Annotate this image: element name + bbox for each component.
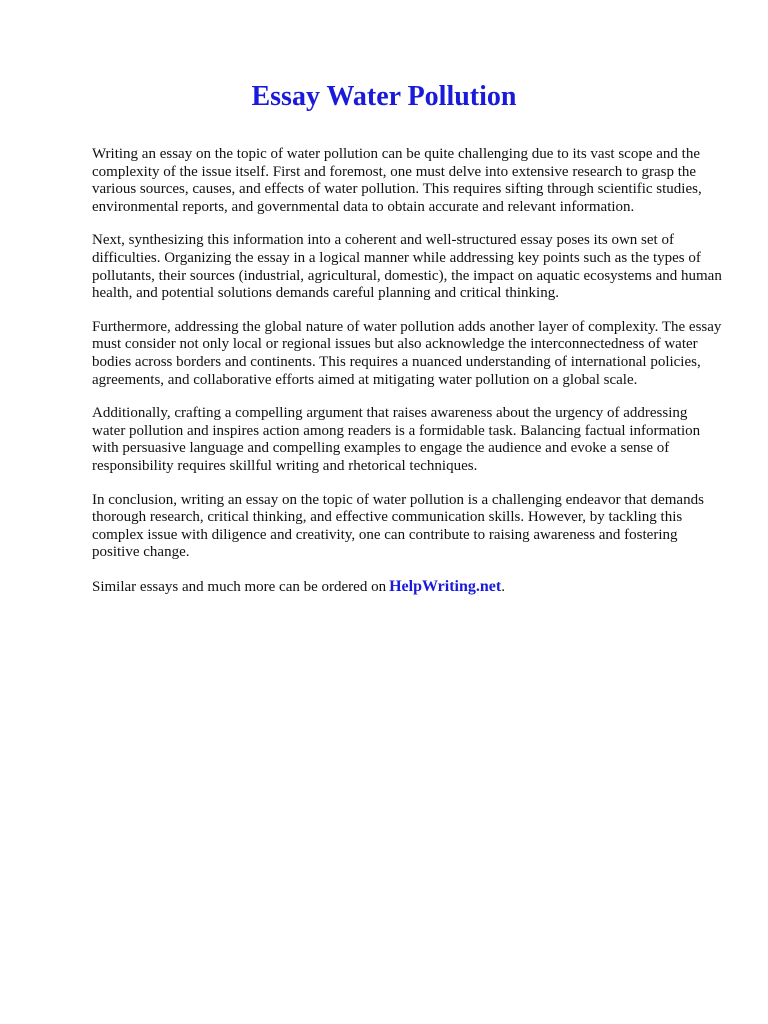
helpwriting-link[interactable]: HelpWriting.net bbox=[389, 577, 502, 595]
promo-line bbox=[92, 578, 724, 597]
document-body bbox=[92, 146, 724, 596]
promo-prefix: Similar essays and much more can be ordered on bbox=[92, 578, 387, 595]
paragraph-3: Furthermore, addressing the global nature of water pollution adds another layer of complexity. The essay must consider not only local or regional issues but also acknowledge the interconnectedness of water bodies across borders and continents. This requires a nuanced understanding of international policies, agreements, and collaborative efforts aimed at mitigating water pollution on a global scale. bbox=[92, 318, 722, 388]
paragraph-2: Next, synthesizing this information into a coherent and well-structured essay poses its own set of difficulties. Organizing the essay in a logical manner while addressing key points such as the types of pollutants, their sources (industrial, agricultural, domestic), the impact on aquatic ecosystems and human health, and potential solutions demands careful planning and critical thinking. bbox=[92, 232, 722, 302]
document-title: Essay Water Pollution bbox=[251, 81, 517, 112]
promo-suffix: . bbox=[501, 578, 505, 595]
paragraph-1: Writing an essay on the topic of water pollution can be quite challenging due to its vast scope and the complexity of the issue itself. First and foremost, one must delve into extensive research to grasp the various sources, causes, and effects of water pollution. This requires sifting through scientific studies, environmental reports, and governmental data to obtain accurate and relevant information. bbox=[92, 146, 702, 215]
paragraph-5: In conclusion, writing an essay on the topic of water pollution is a challenging endeavor that demands thorough research, critical thinking, and effective communication skills. However, by tackling this complex issue with diligence and creativity, one can contribute to raising awareness and fostering positive change. bbox=[92, 491, 704, 561]
paragraph-4: Additionally, crafting a compelling argument that raises awareness about the urgency of addressing water pollution and inspires action among readers is a formidable task. Balancing factual information with persuasive language and compelling examples to engage the audience and evoke a sense of responsibility requires skillful writing and rhetorical techniques. bbox=[92, 405, 701, 474]
